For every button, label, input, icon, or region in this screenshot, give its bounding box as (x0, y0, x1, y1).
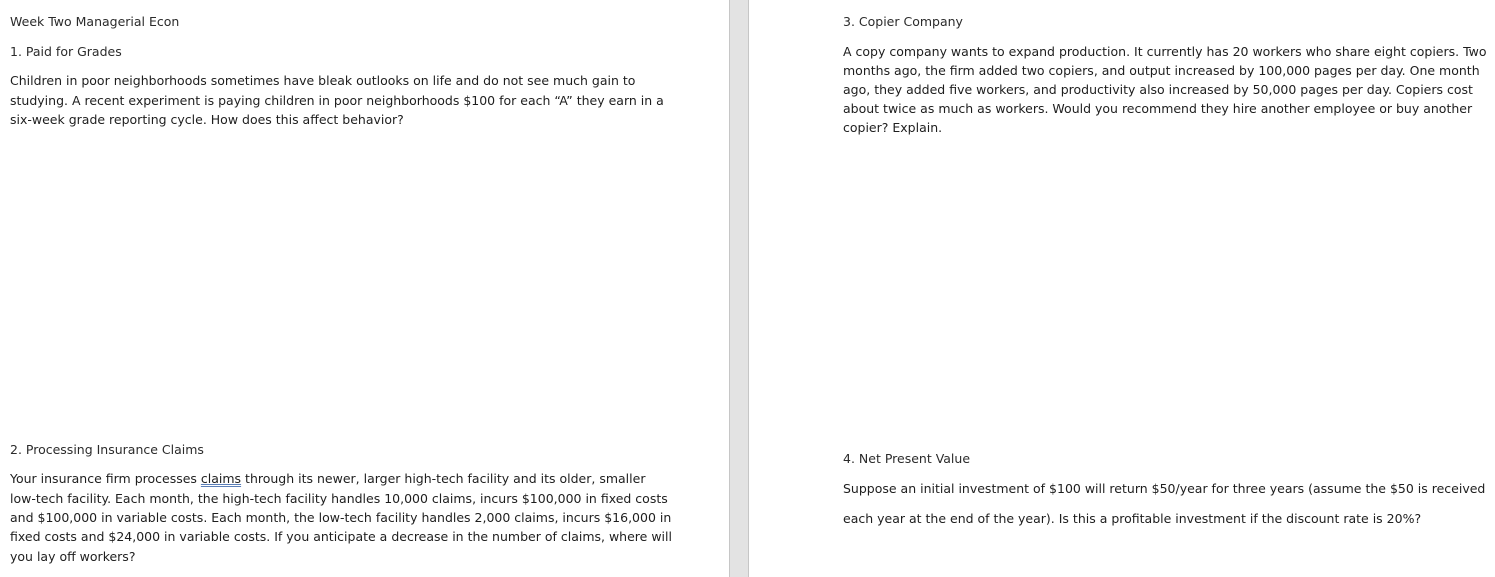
question-4-heading: 4. Net Present Value (843, 451, 971, 466)
question-3-text-line: copier? Explain. (843, 120, 943, 135)
question-1-text-line: six-week grade reporting cycle. How does this affect behavior? (10, 112, 404, 127)
question-1-heading: 1. Paid for Grades (10, 44, 122, 59)
question-4-text-line: Suppose an initial investment of $100 will return $50/year for three years (assume the $50 is received (843, 481, 1486, 496)
question-3-heading: 3. Copier Company (843, 14, 963, 29)
question-3-text-line: months ago, the firm added two copiers, and output increased by 100,000 pages per day. One month (843, 63, 1480, 78)
question-2-text-segment: Your insurance firm processes (10, 471, 201, 486)
document-page-left[interactable] (0, 0, 729, 577)
question-4-text-line: each year at the end of the year). Is this a profitable investment if the discount rate is 20%? (843, 511, 1422, 526)
spelling-flagged-word[interactable]: claims (200, 471, 242, 486)
question-2-heading: 2. Processing Insurance Claims (10, 442, 204, 457)
question-1-text-line: studying. A recent experiment is paying children in poor neighborhoods $100 for each “A” they earn in a (10, 93, 664, 108)
question-2-text-line: low-tech facility. Each month, the high-tech facility handles 10,000 claims, incurs $100,000 in fixed costs (10, 491, 668, 506)
question-1-text-line: Children in poor neighborhoods sometimes have bleak outlooks on life and do not see much gain to (10, 73, 636, 88)
question-2-text-line (10, 469, 645, 489)
question-3-text-line: about twice as much as workers. Would you recommend they hire another employee or buy another (843, 101, 1473, 116)
question-3-text-line: A copy company wants to expand production. It currently has 20 workers who share eight copiers. Two (843, 44, 1487, 59)
page-separator (729, 0, 749, 577)
question-2-text-line: and $100,000 in variable costs. Each month, the low-tech facility handles 2,000 claims, incurs $16,000 in (10, 510, 672, 525)
document-title: Week Two Managerial Econ (10, 14, 180, 29)
question-3-text-line: ago, they added five workers, and productivity also increased by 50,000 pages per day. Copiers cost (843, 82, 1473, 97)
question-2-text-line: fixed costs and $24,000 in variable costs. If you anticipate a decrease in the number of claims, where will (10, 529, 672, 544)
question-2-text-segment: through its newer, larger high-tech facility and its older, smaller (241, 471, 646, 486)
question-2-text-line: you lay off workers? (10, 549, 136, 564)
document-page-right[interactable] (749, 0, 1495, 577)
